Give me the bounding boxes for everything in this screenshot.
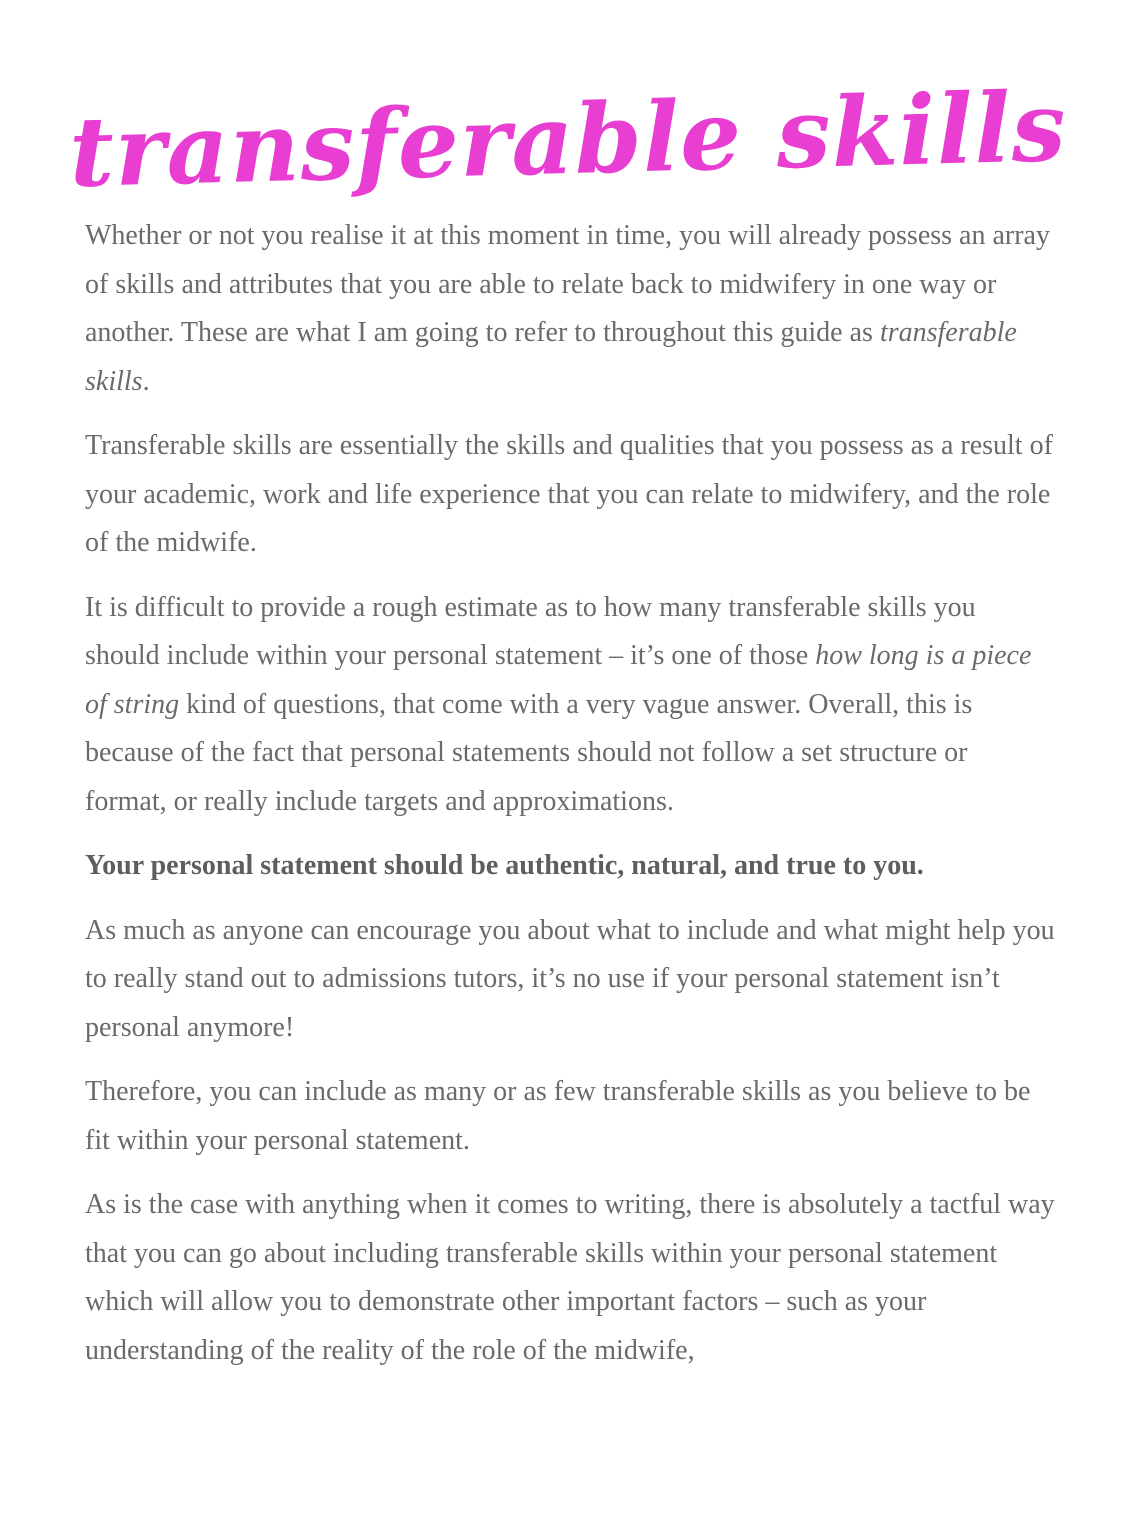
paragraph-5: As much as anyone can encourage you about what to include and what might help you to really stand out to admissions tutors, it’s no use if your personal statement isn’t personal anymore! xyxy=(85,914,1055,1043)
paragraph-1-text-a: Whether or not you realise it at this moment in time, you will already possess an array of skills and attributes that you are able to relate back to midwifery in one way or another. These are what I am going to refer to throughout this guide as xyxy=(85,220,1050,348)
paragraph-6: Therefore, you can include as many or as few transferable skills as you believe to be fit within your personal statement. xyxy=(85,1076,1031,1156)
document-body xyxy=(85,212,1055,1391)
page-title: transferable skills xyxy=(68,69,1068,210)
paragraph-2: Transferable skills are essentially the skills and qualities that you possess as a result of your academic, work and life experience that you can relate to midwifery, and the role of the midwife. xyxy=(85,430,1053,558)
paragraph-3-text-a: It is difficult to provide a rough estimate as to how many transferable skills you should include within your personal statement – it’s one of those xyxy=(85,591,976,671)
paragraph-3-text-b: kind of questions, that come with a very vague answer. Overall, this is because of the fact that personal statements should not follow a set structure or format, or really include targets and approximations. xyxy=(85,688,973,817)
paragraph-7: As is the case with anything when it comes to writing, there is absolutely a tactful way that you can go about including transferable skills within your personal statement which will allow you to demonstrate other important factors – such as your understanding of the reality of the role of the midwife, xyxy=(85,1189,1055,1366)
paragraph-1 xyxy=(85,212,1055,406)
paragraph-3 xyxy=(85,584,1055,827)
paragraph-4-bold: Your personal statement should be authentic, natural, and true to you. xyxy=(85,850,924,881)
paragraph-1-text-b: . xyxy=(142,365,150,397)
paragraph-1-emphasis: transferable skills xyxy=(85,317,1017,397)
paragraph-3-emphasis: how long is a piece of string xyxy=(85,640,1032,720)
